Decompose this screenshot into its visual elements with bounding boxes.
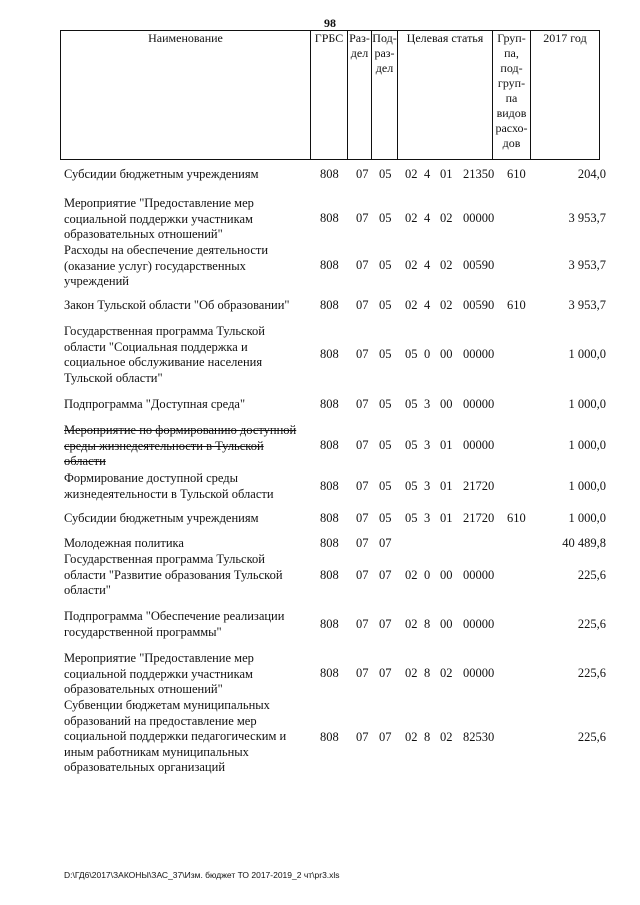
row-podrazdel: 07 xyxy=(379,730,392,744)
row-razdel: 07 xyxy=(356,511,369,525)
row-podrazdel: 05 xyxy=(379,438,392,452)
row-target-event: 01 xyxy=(440,511,453,525)
row-sum: 40 489,8 xyxy=(562,536,606,550)
row-grbs: 808 xyxy=(320,258,339,272)
row-grbs: 808 xyxy=(320,167,339,181)
row-podrazdel: 05 xyxy=(379,511,392,525)
row-podrazdel: 07 xyxy=(379,536,392,550)
row-name: Субсидии бюджетным учреждениям xyxy=(64,167,259,181)
row-target-subprogram: 8 xyxy=(424,730,431,744)
row-podrazdel: 07 xyxy=(379,568,392,582)
row-target-code: 00000 xyxy=(463,568,495,582)
header-target: Целевая статья xyxy=(398,31,493,160)
row-target-event: 02 xyxy=(440,298,453,312)
row-target-event: 01 xyxy=(440,438,453,452)
row-target-program: 02 xyxy=(405,167,418,181)
row-target-program: 05 xyxy=(405,479,418,493)
row-grbs: 808 xyxy=(320,730,339,744)
row-target-subprogram: 3 xyxy=(424,438,431,452)
row-podrazdel: 07 xyxy=(379,666,392,680)
row-sum: 1 000,0 xyxy=(568,511,606,525)
row-podrazdel: 05 xyxy=(379,167,392,181)
row-sum: 1 000,0 xyxy=(568,438,606,452)
row-target-code: 00000 xyxy=(463,438,495,452)
row-razdel: 07 xyxy=(356,666,369,680)
row-grbs: 808 xyxy=(320,666,339,680)
header-grbs: ГРБС xyxy=(311,31,348,160)
row-razdel: 07 xyxy=(356,298,369,312)
row-podrazdel: 05 xyxy=(379,397,392,411)
row-target-program: 02 xyxy=(405,666,418,680)
row-razdel: 07 xyxy=(356,438,369,452)
row-target-code: 00000 xyxy=(463,666,495,680)
row-name: Государственная программа Тульской области "Социальная поддержка и социальное обслуживание населения Тульской области" xyxy=(64,324,265,385)
row-razdel: 07 xyxy=(356,347,369,361)
row-target-program: 05 xyxy=(405,347,418,361)
row-target-code: 21350 xyxy=(463,167,495,181)
row-target-program: 02 xyxy=(405,617,418,631)
row-sum: 3 953,7 xyxy=(568,258,606,272)
row-razdel: 07 xyxy=(356,211,369,225)
row-sum: 1 000,0 xyxy=(568,397,606,411)
row-grbs: 808 xyxy=(320,536,339,550)
row-razdel: 07 xyxy=(356,536,369,550)
row-target-event: 00 xyxy=(440,617,453,631)
row-sum: 3 953,7 xyxy=(568,298,606,312)
row-target-subprogram: 4 xyxy=(424,298,431,312)
row-sum: 3 953,7 xyxy=(568,211,606,225)
row-target-program: 02 xyxy=(405,568,418,582)
header-group: Груп- па, под- груп- па видов расхо- дов xyxy=(493,31,531,160)
row-target-program: 05 xyxy=(405,397,418,411)
row-razdel: 07 xyxy=(356,397,369,411)
row-target-subprogram: 8 xyxy=(424,666,431,680)
row-podrazdel: 05 xyxy=(379,347,392,361)
row-target-event: 01 xyxy=(440,167,453,181)
header-podrazdel: Под- раз- дел xyxy=(372,31,398,160)
row-razdel: 07 xyxy=(356,258,369,272)
row-podrazdel: 07 xyxy=(379,617,392,631)
row-target-program: 02 xyxy=(405,211,418,225)
row-target-code: 00000 xyxy=(463,211,495,225)
row-target-code: 00000 xyxy=(463,617,495,631)
row-target-code: 21720 xyxy=(463,479,495,493)
row-grbs: 808 xyxy=(320,479,339,493)
row-name: Формирование доступной среды жизнедеятельности в Тульской области xyxy=(64,471,274,501)
row-target-event: 01 xyxy=(440,479,453,493)
row-razdel: 07 xyxy=(356,479,369,493)
row-target-subprogram: 4 xyxy=(424,258,431,272)
table-header xyxy=(60,30,600,160)
row-name: Молодежная политика xyxy=(64,536,184,550)
row-target-subprogram: 3 xyxy=(424,397,431,411)
row-expense-type: 610 xyxy=(507,298,526,312)
row-sum: 1 000,0 xyxy=(568,347,606,361)
row-sum: 204,0 xyxy=(577,167,606,181)
row-grbs: 808 xyxy=(320,617,339,631)
row-grbs: 808 xyxy=(320,298,339,312)
row-podrazdel: 05 xyxy=(379,258,392,272)
header-year: 2017 год xyxy=(531,31,600,160)
row-target-program: 05 xyxy=(405,438,418,452)
row-target-program: 02 xyxy=(405,258,418,272)
row-razdel: 07 xyxy=(356,167,369,181)
row-razdel: 07 xyxy=(356,730,369,744)
row-target-subprogram: 0 xyxy=(424,568,431,582)
row-target-event: 00 xyxy=(440,397,453,411)
row-podrazdel: 05 xyxy=(379,211,392,225)
row-target-code: 00000 xyxy=(463,347,495,361)
row-name: Подпрограмма "Обеспечение реализации государственной программы" xyxy=(64,609,285,639)
row-target-subprogram: 0 xyxy=(424,347,431,361)
row-podrazdel: 05 xyxy=(379,479,392,493)
row-target-event: 00 xyxy=(440,568,453,582)
header-razdel: Раз- дел xyxy=(348,31,372,160)
row-grbs: 808 xyxy=(320,397,339,411)
row-name: Закон Тульской области "Об образовании" xyxy=(64,298,290,312)
row-sum: 225,6 xyxy=(577,568,606,582)
row-target-event: 00 xyxy=(440,347,453,361)
row-target-subprogram: 3 xyxy=(424,511,431,525)
row-sum: 225,6 xyxy=(577,730,606,744)
row-name: Расходы на обеспечение деятельности (оказание услуг) государственных учреждений xyxy=(64,243,269,288)
row-expense-type: 610 xyxy=(507,511,526,525)
file-path-footer: D:\ГД6\2017\ЗАКОНЫ\ЗАС_37\Изм. бюджет ТО 2017-2019_2 чт\pr3.xls xyxy=(64,870,340,880)
row-name: Субвенции бюджетам муниципальных образований на предоставление мер социальной поддержки педагогическим и иным работникам муниципальных образовательных организаций xyxy=(64,698,287,774)
row-target-subprogram: 4 xyxy=(424,167,431,181)
row-grbs: 808 xyxy=(320,347,339,361)
row-name: Мероприятие по формированию доступной среды жизнедеятельности в Тульской области xyxy=(64,423,297,468)
row-target-subprogram: 3 xyxy=(424,479,431,493)
row-target-event: 02 xyxy=(440,211,453,225)
row-target-program: 02 xyxy=(405,730,418,744)
row-name: Мероприятие "Предоставление мер социальной поддержки участникам образовательных отношений" xyxy=(64,651,254,696)
row-target-code: 00590 xyxy=(463,298,495,312)
row-grbs: 808 xyxy=(320,511,339,525)
row-name: Подпрограмма "Доступная среда" xyxy=(64,397,246,411)
page-number: 98 xyxy=(324,16,336,30)
row-sum: 225,6 xyxy=(577,617,606,631)
row-target-subprogram: 8 xyxy=(424,617,431,631)
row-grbs: 808 xyxy=(320,438,339,452)
row-target-code: 21720 xyxy=(463,511,495,525)
row-target-code: 00590 xyxy=(463,258,495,272)
row-razdel: 07 xyxy=(356,568,369,582)
row-target-program: 05 xyxy=(405,511,418,525)
row-name: Государственная программа Тульской области "Развитие образования Тульской области" xyxy=(64,552,283,597)
row-target-subprogram: 4 xyxy=(424,211,431,225)
row-sum: 1 000,0 xyxy=(568,479,606,493)
row-target-event: 02 xyxy=(440,730,453,744)
row-grbs: 808 xyxy=(320,211,339,225)
row-grbs: 808 xyxy=(320,568,339,582)
row-expense-type: 610 xyxy=(507,167,526,181)
row-target-event: 02 xyxy=(440,258,453,272)
row-razdel: 07 xyxy=(356,617,369,631)
row-name: Мероприятие "Предоставление мер социальной поддержки участникам образовательных отношений" xyxy=(64,196,254,241)
header-name: Наименование xyxy=(61,31,311,160)
row-name: Субсидии бюджетным учреждениям xyxy=(64,511,259,525)
row-target-code: 82530 xyxy=(463,730,495,744)
row-target-event: 02 xyxy=(440,666,453,680)
row-podrazdel: 05 xyxy=(379,298,392,312)
row-sum: 225,6 xyxy=(577,666,606,680)
row-target-program: 02 xyxy=(405,298,418,312)
row-target-code: 00000 xyxy=(463,397,495,411)
